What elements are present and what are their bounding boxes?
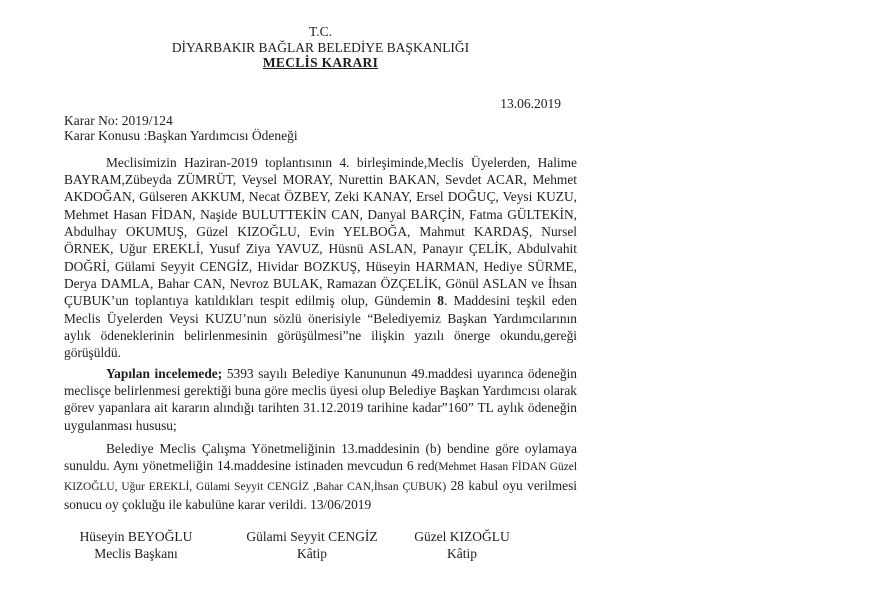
paragraph-vote-result <box>64 440 577 513</box>
paragraph-attendance <box>64 154 577 362</box>
council-decision-document <box>64 24 577 574</box>
dissenting-members-list: (Mehmet Hasan FİDAN Güzel KIZOĞLU, Uğur EREKLİ, Gülami Seyyit CENGİZ ,Bahar CAN,İhsan ÇUBUK) <box>64 461 577 493</box>
document-date: 13.06.2019 <box>500 95 561 111</box>
proposal-text: . Maddesini teşkil eden Meclis Üyelerden Veysi KUZU’nun sözlü önerisiyle “Belediyemiz Başkan Yardımcılarının aylık ödeneklerinin belirlenmesinin görüşülmesi”ne ilişkin yazılı önerge okundu,gereği görüşüldü. <box>64 293 577 361</box>
signatory-name: Gülami Seyyit CENGİZ <box>246 529 378 545</box>
vote-result-text: 28 kabul oyu verilmesi sonucu oy çokluğu ile kabulüne karar verildi. 13/06/2019 <box>64 477 577 513</box>
signatory-title: Kâtip <box>297 545 327 561</box>
signatory-name: Hüseyin BEYOĞLU <box>79 529 193 545</box>
decision-meta <box>64 113 577 143</box>
republic-label: T.C. <box>309 24 332 39</box>
signature-council-president <box>80 529 193 562</box>
signatory-name: Güzel KIZOĞLU <box>414 529 510 545</box>
signature-block <box>64 529 577 574</box>
paragraph-examination <box>64 365 577 434</box>
decision-number-line: Karar No: 2019/124 <box>64 112 173 128</box>
examination-text: 5393 sayılı Belediye Kanununun 49.maddesi uyarınca ödeneğin meclisçe belirlenmesi gerektiği buna göre meclis üyesi olup Belediye Başkan Yardımcısı olarak görev yapanlara ait kararın alındığı tarihten 31.12.2019 tarihine kadar”160” TL aylık ödeneğin uygulanması hususu; <box>64 365 577 433</box>
decision-subject-line: Karar Konusu :Başkan Yardımcısı Ödeneği <box>64 127 298 143</box>
signature-clerk-2 <box>414 529 510 562</box>
attendance-text: Meclisimizin Haziran-2019 toplantısının 4. birleşiminde,Meclis Üyelerden, Halime BAYRAM,Zübeyda ZÜMRÜT, Veysel MORAY, Nurettin BAKAN, Sevdet ACAR, Mehmet AKDOĞAN, Gülseren AKKUM, Necat ÖZBEY, Zeki KANAY, Ersel DOĞUÇ, Veysi KUZU, Mehmet Hasan FİDAN, Naşide BULUTTEKİN CAN, Danyal BARÇİN, Fatma GÜLTEKİN, Abdulhay OKUMUŞ, Güzel KIZOĞLU, Evin YELBOĞA, Mahmut KARDAŞ, Nursel ÖRNEK, Uğur EREKLİ, Yusuf Ziya YAVUZ, Hüsnü ASLAN, Panayır ÇELİK, Abdulvahit DOĞRİ, Gülami Seyyit CENGİZ, Hividar BOZKUŞ, Hüseyin HARMAN, Hediye SÜRME, Derya DAMLA, Bahar CAN, Nevroz BULAK, Ramazan ÖZÇELİK, Gönül ASLAN ve İhsan ÇUBUK’un toplantıya katıldıkları tespit edilmiş olup, Gündemin <box>64 154 577 309</box>
document-header <box>64 24 577 71</box>
signatory-title: Meclis Başkanı <box>94 545 178 561</box>
signature-clerk-1 <box>246 529 377 562</box>
agenda-item-number: 8 <box>437 293 444 309</box>
document-title: MECLİS KARARI <box>262 55 379 70</box>
examination-lead-in: Yapılan incelemede; <box>106 365 223 381</box>
authority-name: DİYARBAKIR BAĞLAR BELEDİYE BAŞKANLIĞI <box>171 39 470 55</box>
signatory-title: Kâtip <box>446 545 477 561</box>
vote-text: Belediye Meclis Çalışma Yönetmeliğinin 13.maddesinin (b) bendine göre oylamaya sunuldu. Aynı yönetmeliğin 14.maddesine istinaden mevcudun 6 red <box>64 441 577 474</box>
